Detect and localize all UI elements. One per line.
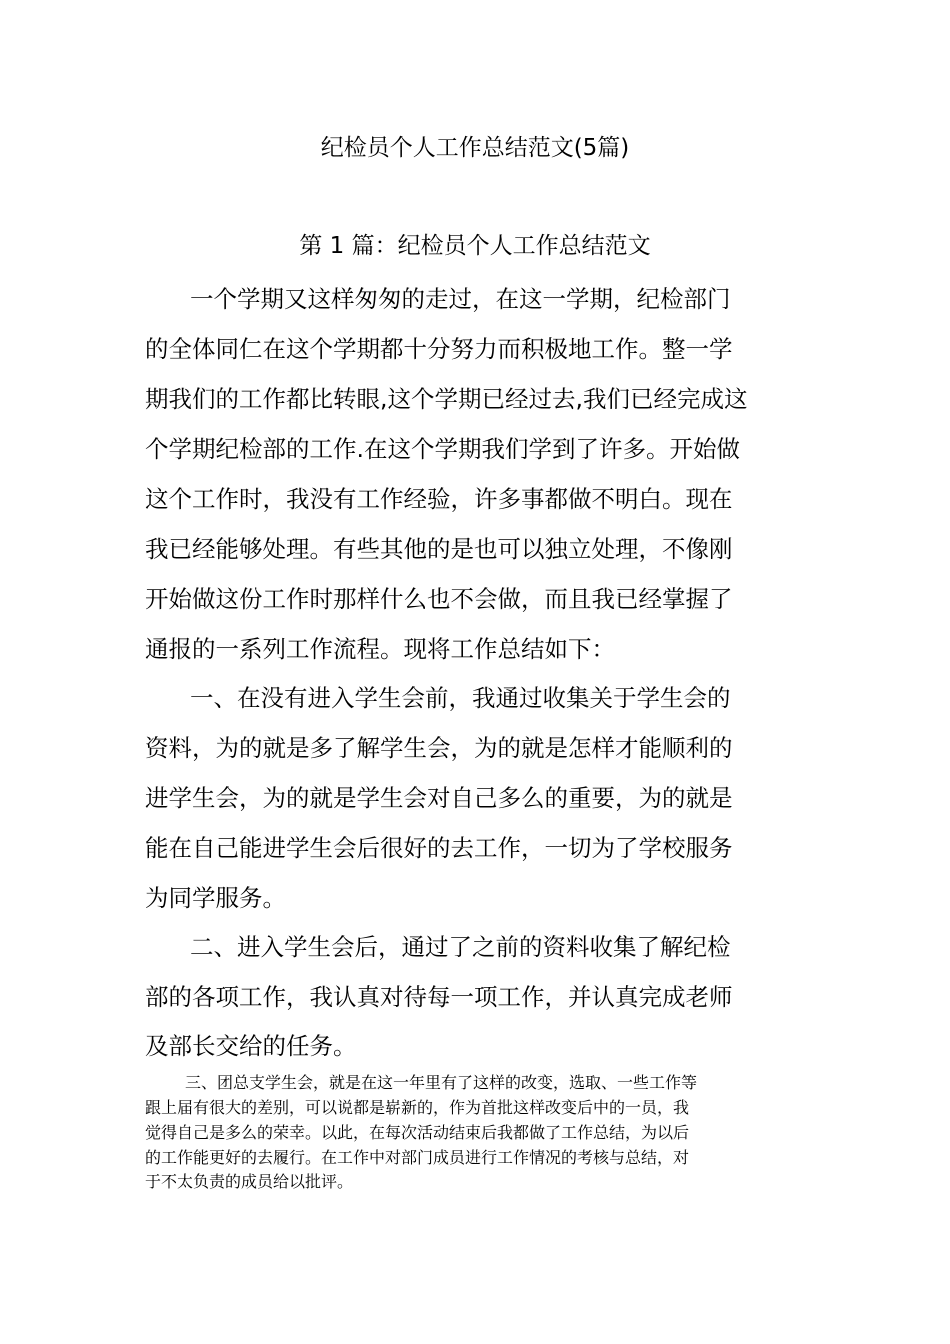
paragraph-line: 进学生会，为的就是学生会对自己多么的重要，为的就是 [145,784,733,812]
paragraph-line: 一个学期又这样匆匆的走过，在这一学期，纪检部门 [190,285,731,313]
paragraph-line: 期我们的工作都比转眼,这个学期已经过去,我们已经完成这 [145,385,748,413]
paragraph-line: 我已经能够处理。有些其他的是也可以独立处理，不像刚 [145,535,733,563]
document-title: 纪检员个人工作总结范文(5篇) [320,135,630,161]
paragraph-line: 资料，为的就是多了解学生会，为的就是怎样才能顺利的 [145,734,733,762]
paragraph-line: 的全体同仁在这个学期都十分努力而积极地工作。整一学 [145,335,733,363]
paragraph-line: 觉得自己是多么的荣幸。以此，在每次活动结束后我都做了工作总结，为以后 [145,1123,690,1142]
paragraph-line: 通报的一系列工作流程。现将工作总结如下： [145,635,615,663]
paragraph-line: 跟上届有很大的差别，可以说都是崭新的，作为首批这样改变后中的一员，我 [145,1098,690,1117]
paragraph-line: 为同学服务。 [145,884,286,912]
paragraph-line: 个学期纪检部的工作.在这个学期我们学到了许多。开始做 [145,435,740,463]
paragraph-line: 部的各项工作，我认真对待每一项工作，并认真完成老师 [145,983,733,1011]
paragraph-line: 这个工作时，我没有工作经验，许多事都做不明白。现在 [145,485,733,513]
paragraph-line: 的工作能更好的去履行。在工作中对部门成员进行工作情况的考核与总结，对 [145,1148,690,1167]
paragraph-line: 一、在没有进入学生会前，我通过收集关于学生会的 [190,684,731,712]
paragraph-line: 二、进入学生会后，通过了之前的资料收集了解纪检 [190,933,731,961]
paragraph-line: 及部长交给的任务。 [145,1032,357,1060]
paragraph-line: 能在自己能进学生会后很好的去工作，一切为了学校服务 [145,834,733,862]
paragraph-line: 开始做这份工作时那样什么也不会做，而且我已经掌握了 [145,585,733,613]
paragraph-line: 三、团总支学生会，就是在这一年里有了这样的改变，选取、一些工作等 [185,1073,698,1092]
section-heading: 第 1 篇：纪检员个人工作总结范文 [299,233,651,259]
paragraph-line: 于不太负责的成员给以批评。 [145,1172,354,1191]
